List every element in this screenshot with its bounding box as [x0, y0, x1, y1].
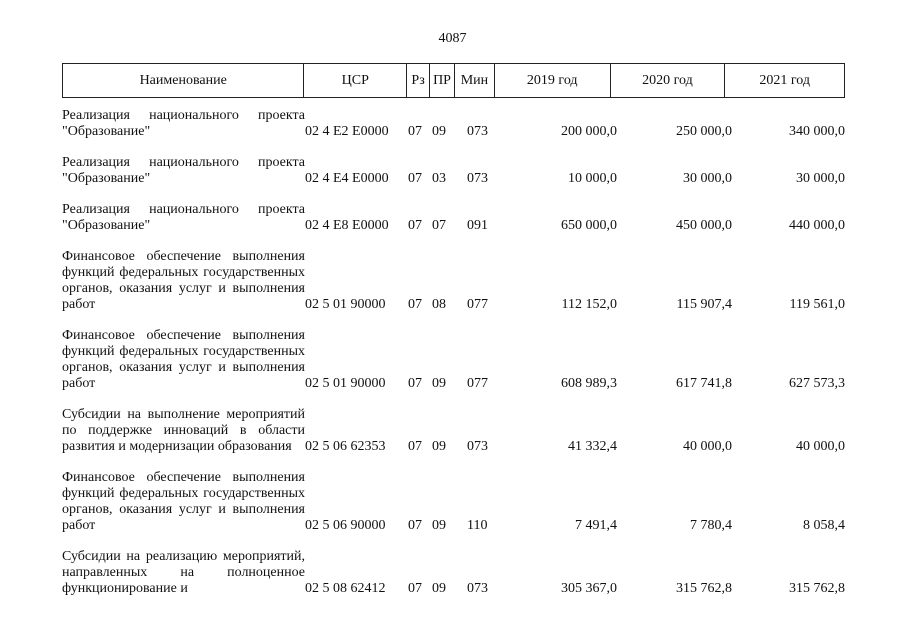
- row-values: [62, 376, 845, 392]
- row-rz: 07: [408, 124, 422, 139]
- row-values: [62, 439, 845, 455]
- row-2019: 305 367,0: [561, 581, 617, 596]
- row-values: [62, 297, 845, 313]
- row-pr: 09: [432, 376, 446, 391]
- table-row: [62, 407, 845, 455]
- row-2021: 8 058,4: [803, 518, 845, 533]
- row-min: 077: [467, 297, 488, 312]
- row-2019: 200 000,0: [561, 124, 617, 139]
- table-row: [62, 470, 845, 534]
- row-2021: 30 000,0: [796, 171, 845, 186]
- header-2021: 2021 год: [759, 72, 810, 88]
- row-2020: 30 000,0: [683, 171, 732, 186]
- row-min: 073: [467, 124, 488, 139]
- row-values: [62, 171, 845, 187]
- row-csr: 02 5 01 90000: [305, 376, 386, 391]
- row-2020: 450 000,0: [676, 218, 732, 233]
- row-pr: 07: [432, 218, 446, 233]
- row-values: [62, 218, 845, 234]
- row-min: 073: [467, 439, 488, 454]
- table-row: [62, 549, 845, 597]
- row-name: Финансовое обеспечение выполнения функций федеральных государственных органов, оказания услуг и выполнения работ: [62, 249, 305, 312]
- row-rz: 07: [408, 518, 422, 533]
- row-pr: 03: [432, 171, 446, 186]
- row-pr: 09: [432, 124, 446, 139]
- row-min: 073: [467, 581, 488, 596]
- table-row: [62, 155, 845, 187]
- row-name: Реализация национального проекта "Образование": [62, 155, 305, 186]
- row-2019: 608 989,3: [561, 376, 617, 391]
- table-row: [62, 249, 845, 313]
- row-2019: 41 332,4: [568, 439, 617, 454]
- header-name: Наименование: [63, 64, 304, 97]
- header-rz: Рз: [407, 64, 430, 97]
- row-name: Реализация национального проекта "Образование": [62, 108, 305, 139]
- row-csr: 02 4 E2 E0000: [305, 124, 389, 139]
- row-2021: 40 000,0: [796, 439, 845, 454]
- row-2019: 112 152,0: [561, 297, 617, 312]
- row-pr: 09: [432, 518, 446, 533]
- row-rz: 07: [408, 297, 422, 312]
- table-header: [62, 63, 845, 98]
- row-min: 077: [467, 376, 488, 391]
- row-rz: 07: [408, 581, 422, 596]
- row-name: Финансовое обеспечение выполнения функций федеральных государственных органов, оказания услуг и выполнения работ: [62, 470, 305, 533]
- header-2019: 2019 год: [495, 64, 611, 97]
- table-row: [62, 108, 845, 140]
- row-2021: 627 573,3: [789, 376, 845, 391]
- header-min: Мин: [455, 64, 495, 97]
- row-name: Субсидии на реализацию мероприятий, направленных на полноценное функционирование и: [62, 549, 305, 596]
- row-2020: 315 762,8: [676, 581, 732, 596]
- row-name: Реализация национального проекта "Образование": [62, 202, 305, 233]
- row-2019: 650 000,0: [561, 218, 617, 233]
- table-body: [62, 108, 845, 612]
- row-2020: 7 780,4: [690, 518, 732, 533]
- row-name: Субсидии на выполнение мероприятий по поддержке инноваций в области развития и модернизации образования: [62, 407, 305, 454]
- row-2019: 7 491,4: [575, 518, 617, 533]
- row-min: 073: [467, 171, 488, 186]
- row-csr: 02 4 E4 E0000: [305, 171, 389, 186]
- row-rz: 07: [408, 376, 422, 391]
- row-csr: 02 5 06 62353: [305, 439, 386, 454]
- row-2020: 115 907,4: [676, 297, 732, 312]
- page-number: 4087: [438, 31, 467, 46]
- table-row: [62, 328, 845, 392]
- row-csr: 02 4 E8 E0000: [305, 218, 389, 233]
- header-2020: 2020 год: [611, 64, 726, 97]
- header-pr: ПР: [430, 64, 455, 97]
- row-2019: 10 000,0: [568, 171, 617, 186]
- row-csr: 02 5 08 62412: [305, 581, 386, 596]
- row-pr: 09: [432, 439, 446, 454]
- row-2020: 250 000,0: [676, 124, 732, 139]
- row-rz: 07: [408, 171, 422, 186]
- row-2020: 40 000,0: [683, 439, 732, 454]
- row-2021: 315 762,8: [789, 581, 845, 596]
- row-rz: 07: [408, 439, 422, 454]
- row-name: Финансовое обеспечение выполнения функций федеральных государственных органов, оказания услуг и выполнения работ: [62, 328, 305, 391]
- row-csr: 02 5 01 90000: [305, 297, 386, 312]
- row-values: [62, 518, 845, 534]
- row-csr: 02 5 06 90000: [305, 518, 386, 533]
- row-min: 091: [467, 218, 488, 233]
- row-2021: 119 561,0: [789, 297, 845, 312]
- row-2021: 340 000,0: [789, 124, 845, 139]
- row-rz: 07: [408, 218, 422, 233]
- row-values: [62, 581, 845, 597]
- row-min: 110: [467, 518, 488, 533]
- table-row: [62, 202, 845, 234]
- row-pr: 08: [432, 297, 446, 312]
- row-2020: 617 741,8: [676, 376, 732, 391]
- row-pr: 09: [432, 581, 446, 596]
- header-csr: ЦСР: [304, 64, 407, 97]
- row-2021: 440 000,0: [789, 218, 845, 233]
- row-values: [62, 124, 845, 140]
